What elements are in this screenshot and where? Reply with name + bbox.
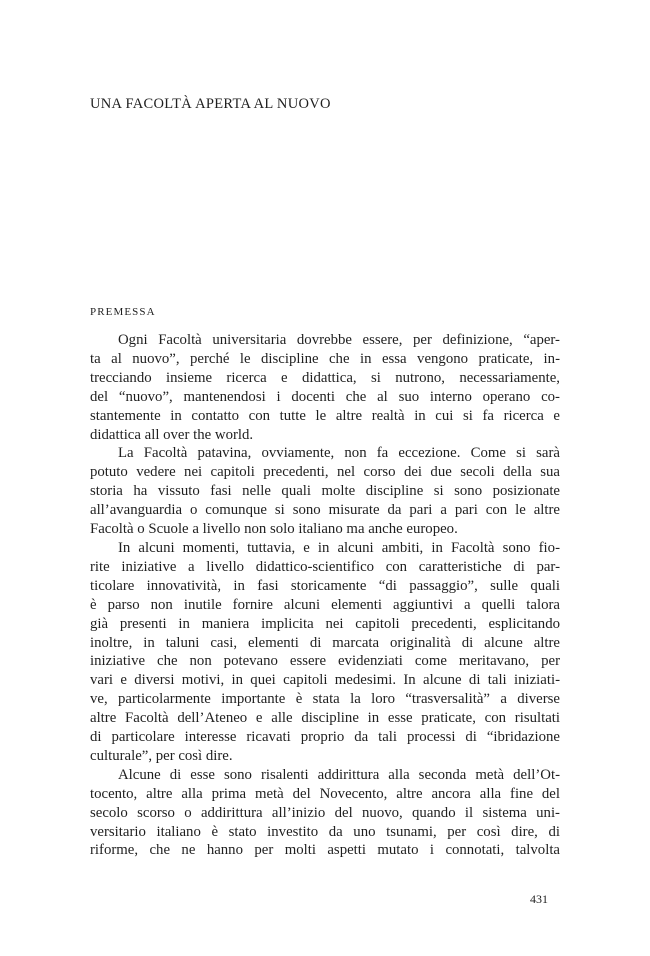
body-line: didattica all over the world. [90,426,254,443]
body-line: Alcune di esse sono risalenti addirittura alla seconda metà dell’Ot- [118,766,560,783]
body-line: ta al nuovo”, perché le discipline che in essa vengono praticate, in- [90,350,560,367]
body-line: Ogni Facoltà universitaria dovrebbe essere, per definizione, “aper- [118,332,560,348]
body-line: riforme, che ne hanno per molti aspetti mutato i connotati, talvolta [90,842,560,859]
section-heading: PREMESSA [90,306,156,318]
body-line: vari e diversi motivi, in quei capitoli medesimi. In alcune di tali iniziati- [90,672,560,689]
body-line: del “nuovo”, mantenendosi i docenti che al suo interno operano co- [90,388,560,405]
body-line: secolo scorso o addirittura all’inizio del nuovo, quando il sistema uni- [90,804,560,821]
body-line: iniziative che non potevano essere evidenziati come meritavano, per [90,653,560,670]
body-line: già presenti in maniera implicita nei capitoli precedenti, esplicitando [90,615,560,632]
body-line: ve, particolarmente importante è stata la loro “trasversalità” a diverse [90,691,560,708]
body-text [90,331,560,860]
body-line: rite iniziative a livello didattico-scientifico con caratteristiche di par- [90,558,560,575]
body-line: altre Facoltà dell’Ateneo e alle discipline in esse praticate, con risultati [90,710,560,727]
body-line: La Facoltà patavina, ovviamente, non fa eccezione. Come si sarà [118,445,560,462]
body-line: inoltre, in taluni casi, elementi di marcata originalità di alcune altre [90,634,560,651]
body-line: tocento, altre alla prima metà del Novecento, altre ancora alla fine del [90,785,560,802]
body-line: versitario italiano è stato investito da uno tsunami, per così dire, di [90,823,560,840]
body-line: stantemente in contatto con tutte le altre realtà in cui si fa ricerca e [90,407,560,424]
body-line: Facoltà o Scuole a livello non solo italiano ma anche europeo. [90,521,458,538]
body-line: trecciando insieme ricerca e didattica, si nutrono, necessariamente, [90,369,560,386]
page-number: 431 [530,892,548,906]
body-line: culturale”, per così dire. [90,747,233,764]
body-line: all’avanguardia o comunque si sono misurate da pari a pari con le altre [90,502,560,519]
body-line: storia ha vissuto fasi nelle quali molte discipline si sono posizionate [90,483,560,500]
body-line: di particolare interesse ricavati proprio da tali processi di “ibridazione [90,729,560,746]
body-line: ticolare innovatività, in fasi storicamente “di passaggio”, sulle quali [90,577,560,594]
chapter-title: UNA FACOLTÀ APERTA AL NUOVO [90,96,331,112]
body-line: è parso non inutile fornire alcuni elementi aggiuntivi a quelli talora [90,596,560,613]
body-line: potuto vedere nei capitoli precedenti, nel corso dei due secoli della sua [90,464,560,481]
body-line: In alcuni momenti, tuttavia, e in alcuni ambiti, in Facoltà sono fio- [118,539,560,556]
